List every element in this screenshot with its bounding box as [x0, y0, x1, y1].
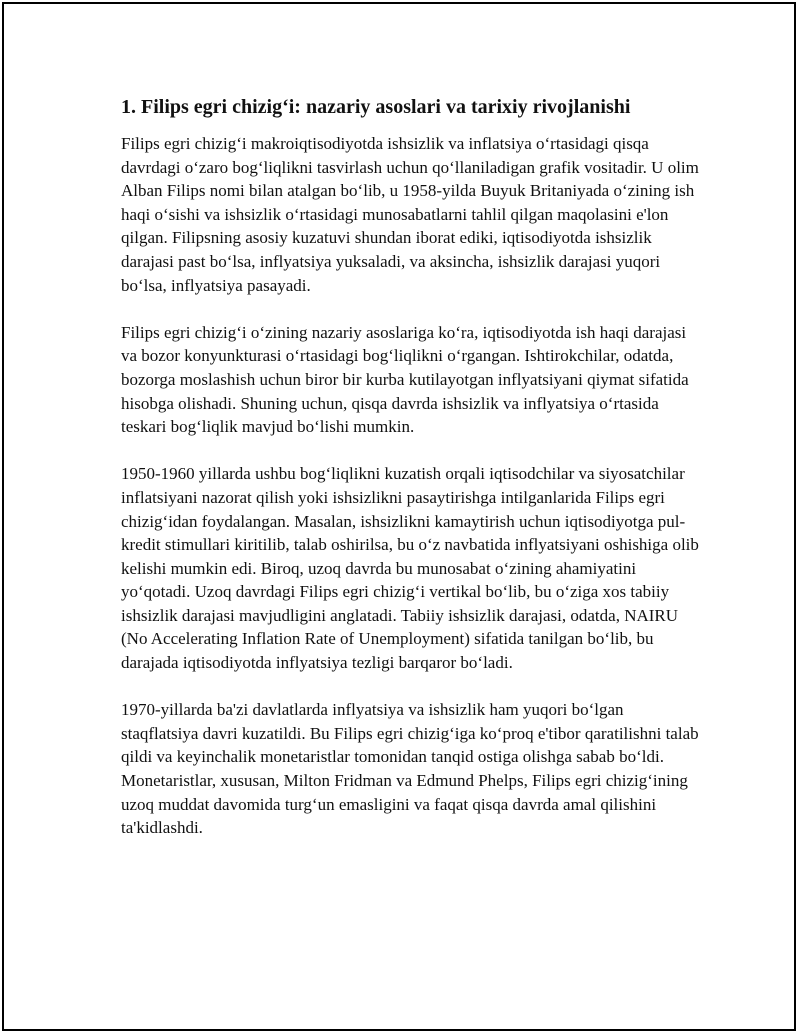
paragraph-3: 1950-1960 yillarda ushbu bog‘liqlikni kuzatish orqali iqtisodchilar va siyosatchilar inflatsiyani nazorat qilish yoki ishsizlikni pasaytirishga intilganlarida Filips egri chizig‘idan foydalangan. Masalan, ishsizlikni kamaytirish uchun iqtisodiyotga pul-kredit stimullari kiritilib, talab oshirilsa, bu o‘z navbatida inflyatsiyani oshishiga olib kelishi mumkin edi. Biroq, uzoq davrda bu munosabat o‘zining ahamiyatini yo‘qotadi. Uzoq davrdagi Filips egri chizig‘i vertikal bo‘lib, bu o‘ziga xos tabiiy ishsizlik darajasi mavjudligini anglatadi. Tabiiy ishsizlik darajasi, odatda, NAIRU (No Accelerating Inflation Rate of Unemployment) sifatida tanilgan bo‘lib, bu darajada iqtisodiyotda inflyatsiya tezligi barqaror bo‘ladi. — [121, 464, 699, 673]
document-page — [2, 2, 796, 1031]
section-heading: 1. Filips egri chizig‘i: nazariy asoslari va tarixiy rivojlanishi — [121, 96, 631, 118]
paragraph-2: Filips egri chizig‘i o‘zining nazariy asoslariga ko‘ra, iqtisodiyotda ish haqi darajasi va bozor konyunkturasi o‘rtasidagi bog‘liqlikni o‘rgangan. Ishtirokchilar, odatda, bozorga moslashish uchun biror bir kurba kutilayotgan inflyatsiyani qiymat sifatida hisobga olishadi. Shuning uchun, qisqa davrda ishsizlik va inflyatsiya o‘rtasida teskari bog‘liqlik mavjud bo‘lishi mumkin. — [121, 322, 689, 437]
document-content — [121, 94, 701, 863]
paragraph-4: 1970-yillarda ba'zi davlatlarda inflyatsiya va ishsizlik ham yuqori bo‘lgan staqflatsiya davri kuzatildi. Bu Filips egri chizig‘iga ko‘proq e'tibor qaratilishni talab qildi va keyinchalik monetaristlar tomonidan tanqid ostiga olishga sabab bo‘ldi. Monetaristlar, xususan, Milton Fridman va Edmund Phelps, Filips egri chizig‘ining uzoq muddat davomida turg‘un emasligini va faqat qisqa davrda amal qilishini ta'kidlashdi. — [121, 700, 699, 838]
paragraph-1: Filips egri chizig‘i makroiqtisodiyotda ishsizlik va inflatsiya o‘rtasidagi qisqa davrdagi o‘zaro bog‘liqlikni tasvirlash uchun qo‘llaniladigan grafik vositadir. U olim Alban Filips nomi bilan atalgan bo‘lib, u 1958-yilda Buyuk Britaniyada o‘zining ish haqi o‘sishi va ishsizlik o‘rtasidagi munosabatlarni tahlil qilgan maqolasini e'lon qilgan. Filipsning asosiy kuzatuvi shundan iborat ediki, iqtisodiyotda ishsizlik darajasi past bo‘lsa, inflyatsiya yuksaladi, va aksincha, ishsizlik darajasi yuqori bo‘lsa, inflyatsiya pasayadi. — [121, 134, 699, 295]
